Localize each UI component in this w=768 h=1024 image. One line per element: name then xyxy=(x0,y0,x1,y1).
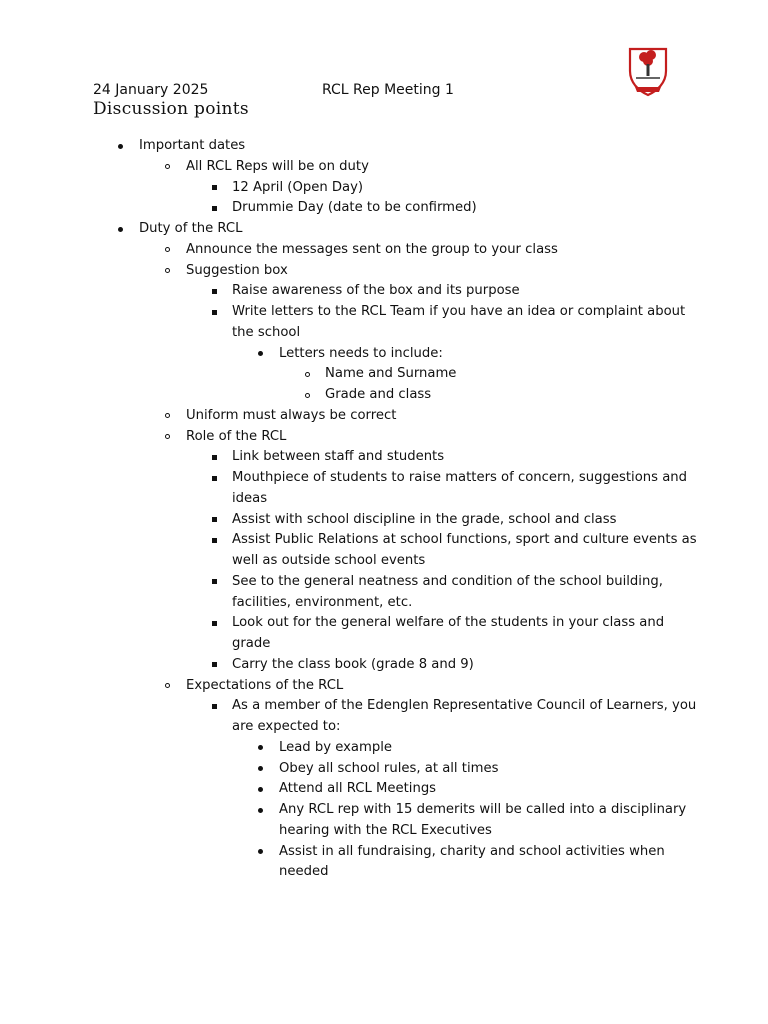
list-item: Important dates xyxy=(139,138,246,153)
list-item: Assist with school discipline in the grade, school and class xyxy=(232,511,617,527)
circle-bullet xyxy=(162,428,172,446)
square-bullet xyxy=(209,656,219,674)
circle-bullet xyxy=(302,365,312,383)
list-item: Any RCL rep with 15 demerits will be called into a disciplinary xyxy=(279,802,687,817)
list-item: Drummie Day (date to be confirmed) xyxy=(232,200,477,216)
disc-bullet xyxy=(115,137,125,155)
list-item: Suggestion box xyxy=(186,262,288,278)
circle-bullet xyxy=(162,262,172,280)
list-item: 12 April (Open Day) xyxy=(232,179,364,195)
circle-bullet xyxy=(162,158,172,176)
list-item-continuation: grade xyxy=(232,636,271,651)
list-item: Carry the class book (grade 8 and 9) xyxy=(232,656,474,672)
square-bullet xyxy=(209,511,219,529)
meeting-title: RCL Rep Meeting 1 xyxy=(322,82,454,98)
list-item: Obey all school rules, at all times xyxy=(279,760,499,776)
square-bullet xyxy=(209,448,219,466)
list-item: Letters needs to include: xyxy=(279,345,443,361)
school-crest-logo xyxy=(626,43,670,97)
list-item: Announce the messages sent on the group to your class xyxy=(186,241,558,257)
list-item: Write letters to the RCL Team if you have an idea or complaint about xyxy=(232,304,686,319)
list-item: All RCL Reps will be on duty xyxy=(186,158,369,174)
disc-bullet xyxy=(255,760,265,778)
list-item: Assist Public Relations at school functions, sport and culture events as xyxy=(232,532,697,548)
disc-bullet xyxy=(115,220,125,238)
square-bullet xyxy=(209,573,219,591)
list-item: Look out for the general welfare of the students in your class and xyxy=(232,615,665,631)
list-item-continuation: facilities, environment, etc. xyxy=(232,594,413,610)
square-bullet xyxy=(209,614,219,632)
list-item: Lead by example xyxy=(279,739,393,755)
list-item-continuation: needed xyxy=(279,864,329,880)
list-item-continuation: ideas xyxy=(232,490,268,506)
list-item: Grade and class xyxy=(325,387,432,402)
square-bullet xyxy=(209,282,219,300)
list-item: Duty of the RCL xyxy=(139,221,243,236)
list-item-continuation: hearing with the RCL Executives xyxy=(279,822,492,838)
list-item: See to the general neatness and condition of the school building, xyxy=(232,573,663,589)
circle-bullet xyxy=(162,677,172,695)
list-item: Role of the RCL xyxy=(186,428,287,444)
list-item-continuation: are expected to: xyxy=(232,719,341,734)
circle-bullet xyxy=(302,386,312,404)
list-item: Uniform must always be correct xyxy=(186,407,397,423)
list-item-continuation: well as outside school events xyxy=(232,553,426,568)
circle-bullet xyxy=(162,407,172,425)
list-item-continuation: the school xyxy=(232,324,301,340)
square-bullet xyxy=(209,469,219,487)
square-bullet xyxy=(209,179,219,197)
meeting-date: 24 January 2025 xyxy=(93,82,209,98)
disc-bullet xyxy=(255,780,265,798)
square-bullet xyxy=(209,697,219,715)
list-item: Mouthpiece of students to raise matters of concern, suggestions and xyxy=(232,470,688,485)
list-item: Assist in all fundraising, charity and school activities when xyxy=(279,843,665,859)
list-item: Link between staff and students xyxy=(232,449,445,465)
square-bullet xyxy=(209,199,219,217)
list-item: As a member of the Edenglen Representative Council of Learners, you xyxy=(232,698,697,714)
square-bullet xyxy=(209,303,219,321)
list-item: Expectations of the RCL xyxy=(186,677,344,693)
circle-bullet xyxy=(162,241,172,259)
disc-bullet xyxy=(255,345,265,363)
list-item: Raise awareness of the box and its purpose xyxy=(232,283,520,299)
disc-bullet xyxy=(255,739,265,757)
list-item: Attend all RCL Meetings xyxy=(279,781,437,797)
square-bullet xyxy=(209,531,219,549)
list-item: Name and Surname xyxy=(325,366,457,382)
section-heading: Discussion points xyxy=(93,99,249,119)
disc-bullet xyxy=(255,801,265,819)
disc-bullet xyxy=(255,843,265,861)
